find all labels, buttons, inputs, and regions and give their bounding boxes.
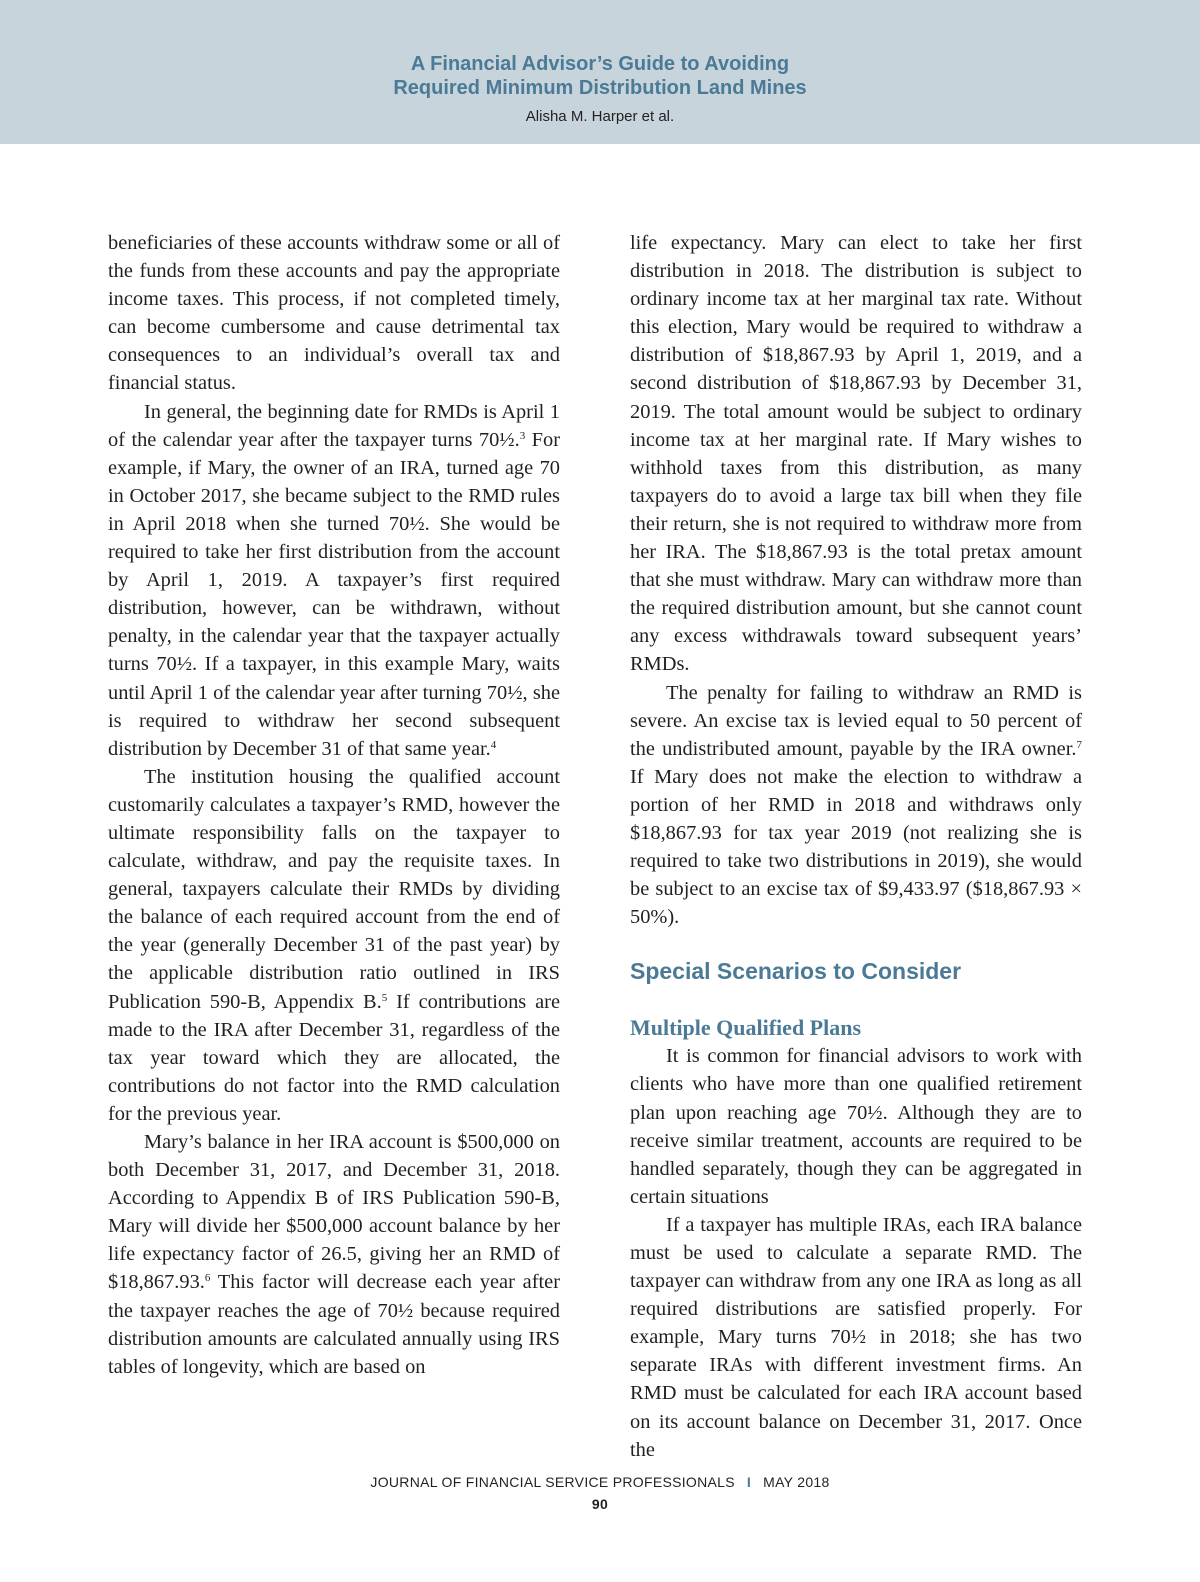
left-paragraph-3 <box>108 763 560 1128</box>
header-title-line-1: A Financial Advisor’s Guide to Avoiding <box>410 53 790 75</box>
footnote-ref-4: 4 <box>490 738 497 751</box>
subsection-heading: Multiple Qualified Plans <box>630 1015 862 1041</box>
footer-issue: MAY 2018 <box>763 1474 830 1490</box>
footnote-ref-7: 7 <box>1076 738 1082 751</box>
footnote-ref-6: 6 <box>204 1272 211 1285</box>
footer-separator: I <box>746 1474 752 1490</box>
right-paragraph-3: It is common for financial advisors to work with clients who have more than one qualified retirement plan upon reaching age 70½. Although they are to receive similar treatment, accounts are required to be handled separately, though they can be aggregated in certain situations <box>630 1045 1082 1208</box>
header-author: Alisha M. Harper et al. <box>525 108 675 125</box>
right-column <box>630 229 1082 1464</box>
footnote-ref-3: 3 <box>519 429 526 442</box>
right-paragraph-4: If a taxpayer has multiple IRAs, each IRA balance must be used to calculate a separate RMD. The taxpayer can withdraw from any one IRA as long as all required distributions are satisfied properly. For example, Mary turns 70½ in 2018; she has two separate IRAs with different investment firms. An RMD must be calculated for each IRA account based on its account balance on December 31, 2017. Once the <box>630 1213 1082 1461</box>
left-column <box>108 229 560 1381</box>
section-heading: Special Scenarios to Consider <box>630 958 962 985</box>
left-paragraph-2-text-b: For example, if Mary, the owner of an IRA, turned age 70 in October 2017, she became subject to the RMD rules in April 2018 when she turned 70½. She would be required to take her first distribution from the account by April 1, 2019. A taxpayer’s first required distribution, however, can be withdrawn, without penalty, in the calendar year that the taxpayer actually turns 70½. If a taxpayer, in this example Mary, waits until April 1 of the calendar year after turning 70½, she is required to withdraw her second subsequent distribution by December 31 of that same year. <box>108 428 560 760</box>
footer-journal: JOURNAL OF FINANCIAL SERVICE PROFESSIONALS <box>370 1474 735 1490</box>
footer-line <box>0 1474 1200 1490</box>
left-paragraph-2-text-a: In general, the beginning date for RMDs is April 1 of the calendar year after the taxpayer turns 70½. <box>108 400 560 451</box>
left-paragraph-4 <box>108 1128 560 1381</box>
running-header <box>0 0 1200 144</box>
left-paragraph-4-text-a: Mary’s balance in her IRA account is $500,000 on both December 31, 2017, and December 31, 2018. According to Appendix B of IRS Publication 590-B, Mary will divide her $500,000 account balance by her life expectancy factor of 26.5, giving her an RMD of $18,867.93. <box>108 1131 560 1294</box>
left-paragraph-3-text-b: If contributions are made to the IRA after December 31, regardless of the tax year toward which they are allocated, the contributions do not factor into the RMD calculation for the previous year. <box>108 990 560 1125</box>
right-paragraph-1: life expectancy. Mary can elect to take her first distribution in 2018. The distribution is subject to ordinary income tax at her marginal tax rate. Without this election, Mary would be required to withdraw a distribution of $18,867.93 by April 1, 2019, and a second distribution of $18,867.93 by December 31, 2019. The total amount would be subject to ordinary income tax at her marginal rate. If Mary wishes to withhold taxes from this distribution, as many taxpayers do to avoid a large tax bill when they file their return, she is not required to withdraw more from her IRA. The $18,867.93 is the total pretax amount that she must withdraw. Mary can withdraw more than the required distribution amount, but she cannot count any excess withdrawals toward subsequent years’ RMDs. <box>630 232 1082 676</box>
left-paragraph-2 <box>108 398 560 763</box>
page-footer <box>0 1474 1200 1512</box>
left-paragraph-3-text-a: The institution housing the qualified account customarily calculates a taxpayer’s RMD, however the ultimate responsibility falls on the taxpayer to calculate, withdraw, and pay the requisite taxes. In general, taxpayers calculate their RMDs by dividing the balance of each required account from the end of the year (generally December 31 of the past year) by the applicable distribution ratio outlined in IRS Publication 590-B, Appendix B. <box>108 765 560 1013</box>
right-paragraph-2-text-a: The penalty for failing to withdraw an RMD is severe. An excise tax is levied equal to 50 percent of the undistributed amount, payable by the IRA owner. <box>630 681 1082 760</box>
left-paragraph-1: beneficiaries of these accounts withdraw some or all of the funds from these accounts and pay the appropriate income taxes. This process, if not completed timely, can become cumbersome and cause detrimental tax consequences to an individual’s overall tax and financial status. <box>108 232 560 395</box>
right-paragraph-2-text-b: If Mary does not make the election to withdraw a portion of her RMD in 2018 and withdraws only $18,867.93 for tax year 2019 (not realizing she is required to take two distributions in 2019), she would be subject to an excise tax of $9,433.97 ($18,867.93 × 50%). <box>630 765 1082 929</box>
page-number: 90 <box>591 1496 609 1512</box>
left-paragraph-4-text-b: This factor will decrease each year after the taxpayer reaches the age of 70½ because required distribution amounts are calculated annually using IRS tables of longevity, which are based on <box>108 1271 560 1378</box>
right-paragraph-2 <box>630 679 1082 932</box>
header-title-line-2: Required Minimum Distribution Land Mines <box>393 77 807 99</box>
footnote-ref-5: 5 <box>381 991 388 1004</box>
